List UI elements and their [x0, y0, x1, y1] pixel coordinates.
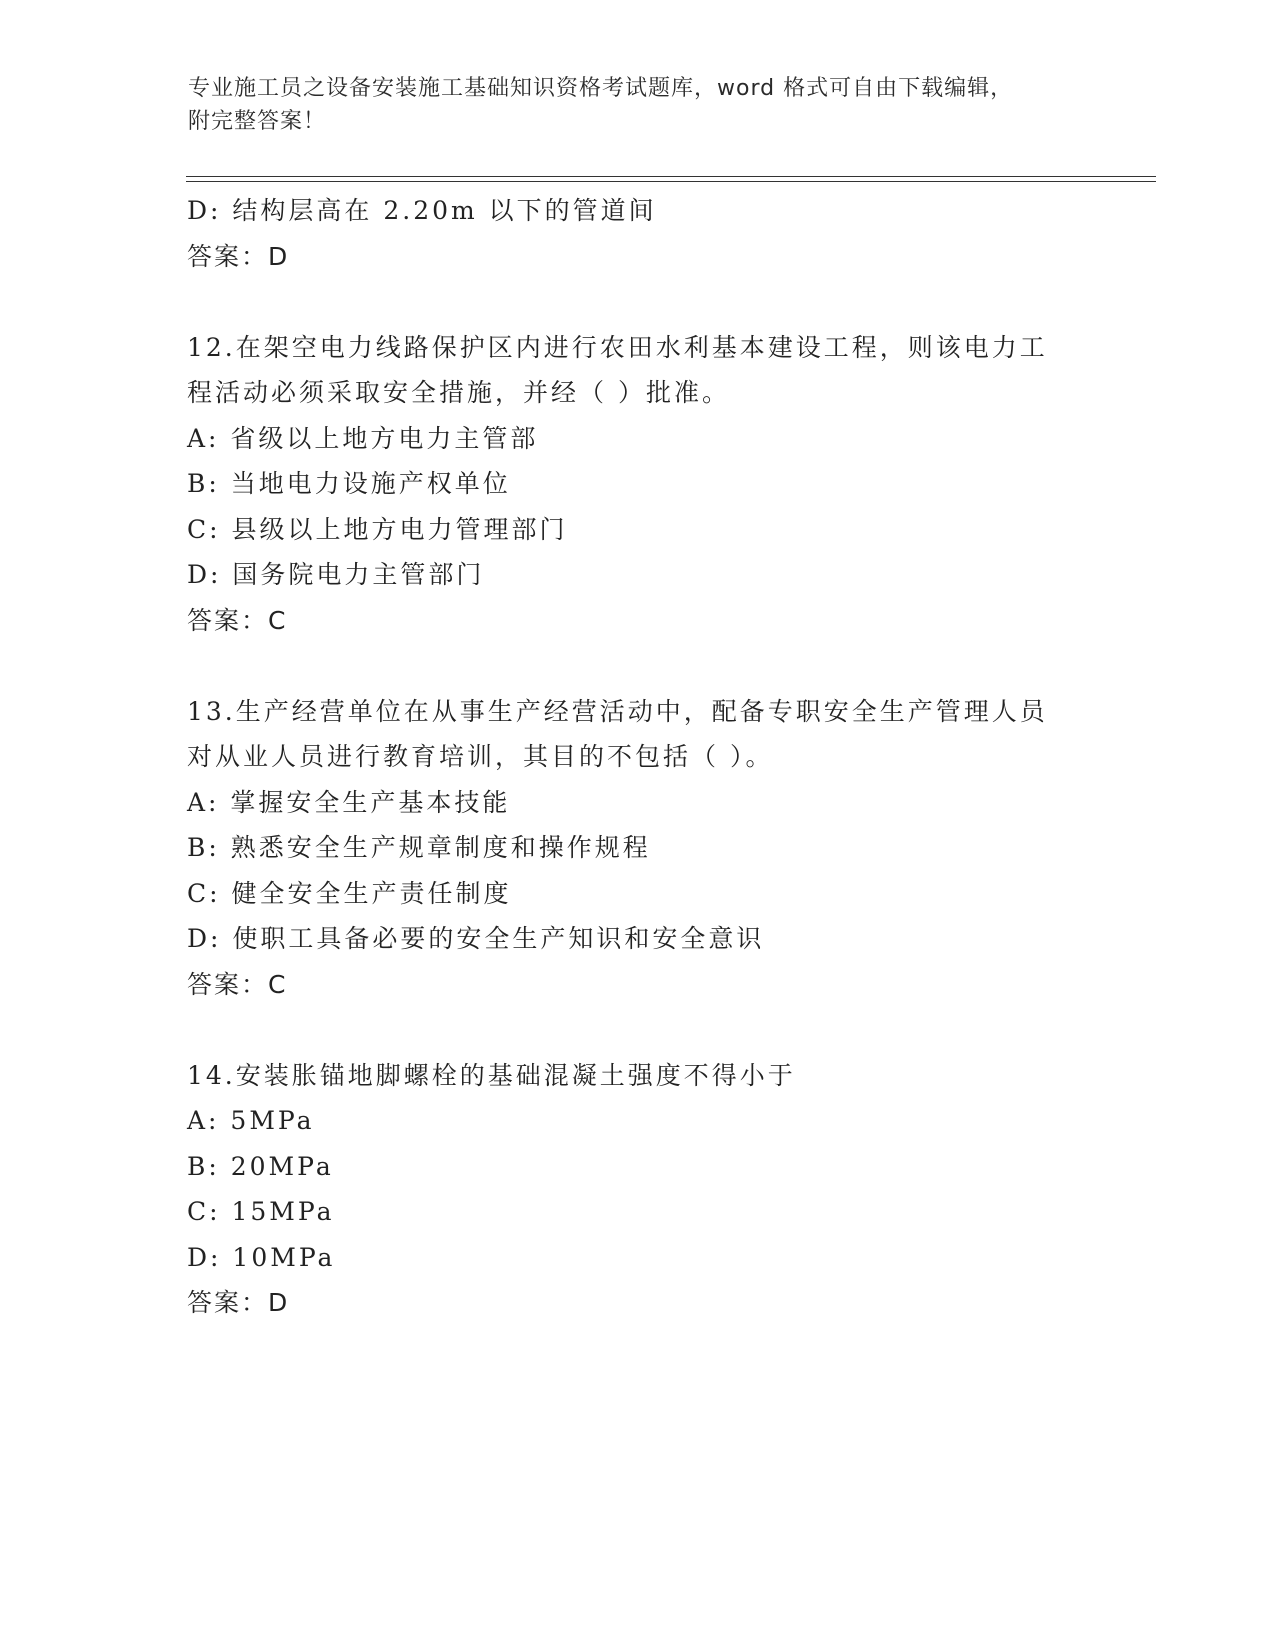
- question-stem: 对从业人员进行教育培训，其目的不包括（ ）。: [187, 742, 774, 771]
- option-c: C: 健全安全生产责任制度: [187, 878, 512, 908]
- option-d: D: 国务院电力主管部门: [187, 560, 485, 589]
- prev-answer: 答案：D: [187, 241, 290, 271]
- option-b: B: 熟悉安全生产规章制度和操作规程: [187, 833, 651, 862]
- option-d: D: 10MPa: [187, 1242, 336, 1272]
- question-13: [187, 689, 1107, 1008]
- header-rule-top: [186, 176, 1156, 177]
- question-14: [187, 1053, 1107, 1326]
- option-a: A: 掌握安全生产基本技能: [187, 787, 511, 817]
- question-stem: 12.在架空电力线路保护区内进行农田水利基本建设工程，则该电力工: [187, 332, 1048, 362]
- question-12: [187, 325, 1107, 644]
- answer: 答案：C: [187, 605, 288, 635]
- spacer: [187, 643, 1107, 689]
- spacer: [187, 279, 1107, 325]
- option-b: B: 当地电力设施产权单位: [187, 469, 511, 498]
- prev-option-d: D: 结构层高在 2.20m 以下的管道间: [187, 196, 657, 225]
- header-line-2: 附完整答案！: [188, 109, 327, 134]
- question-list: [187, 188, 1107, 1326]
- spacer: [187, 1007, 1107, 1053]
- option-c: C: 15MPa: [187, 1197, 335, 1226]
- answer: 答案：D: [187, 1288, 290, 1317]
- question-stem: 14.安装胀锚地脚螺栓的基础混凝土强度不得小于: [187, 1060, 796, 1090]
- answer: 答案：C: [187, 969, 288, 999]
- header-line-1: 专业施工员之设备安装施工基础知识资格考试题库，word 格式可自由下载编辑，: [188, 76, 1014, 101]
- option-b: B: 20MPa: [187, 1151, 334, 1181]
- option-d: D: 使职工具备必要的安全生产知识和安全意识: [187, 924, 765, 953]
- document-header: [188, 72, 1088, 138]
- question-stem: 13.生产经营单位在从事生产经营活动中，配备专职安全生产管理人员: [187, 696, 1048, 726]
- question-stem: 程活动必须采取安全措施，并经（ ）批准。: [187, 378, 730, 407]
- option-a: A: 省级以上地方电力主管部: [187, 423, 539, 453]
- header-rule-bottom: [186, 181, 1156, 182]
- option-c: C: 县级以上地方电力管理部门: [187, 514, 568, 544]
- option-a: A: 5MPa: [187, 1106, 315, 1135]
